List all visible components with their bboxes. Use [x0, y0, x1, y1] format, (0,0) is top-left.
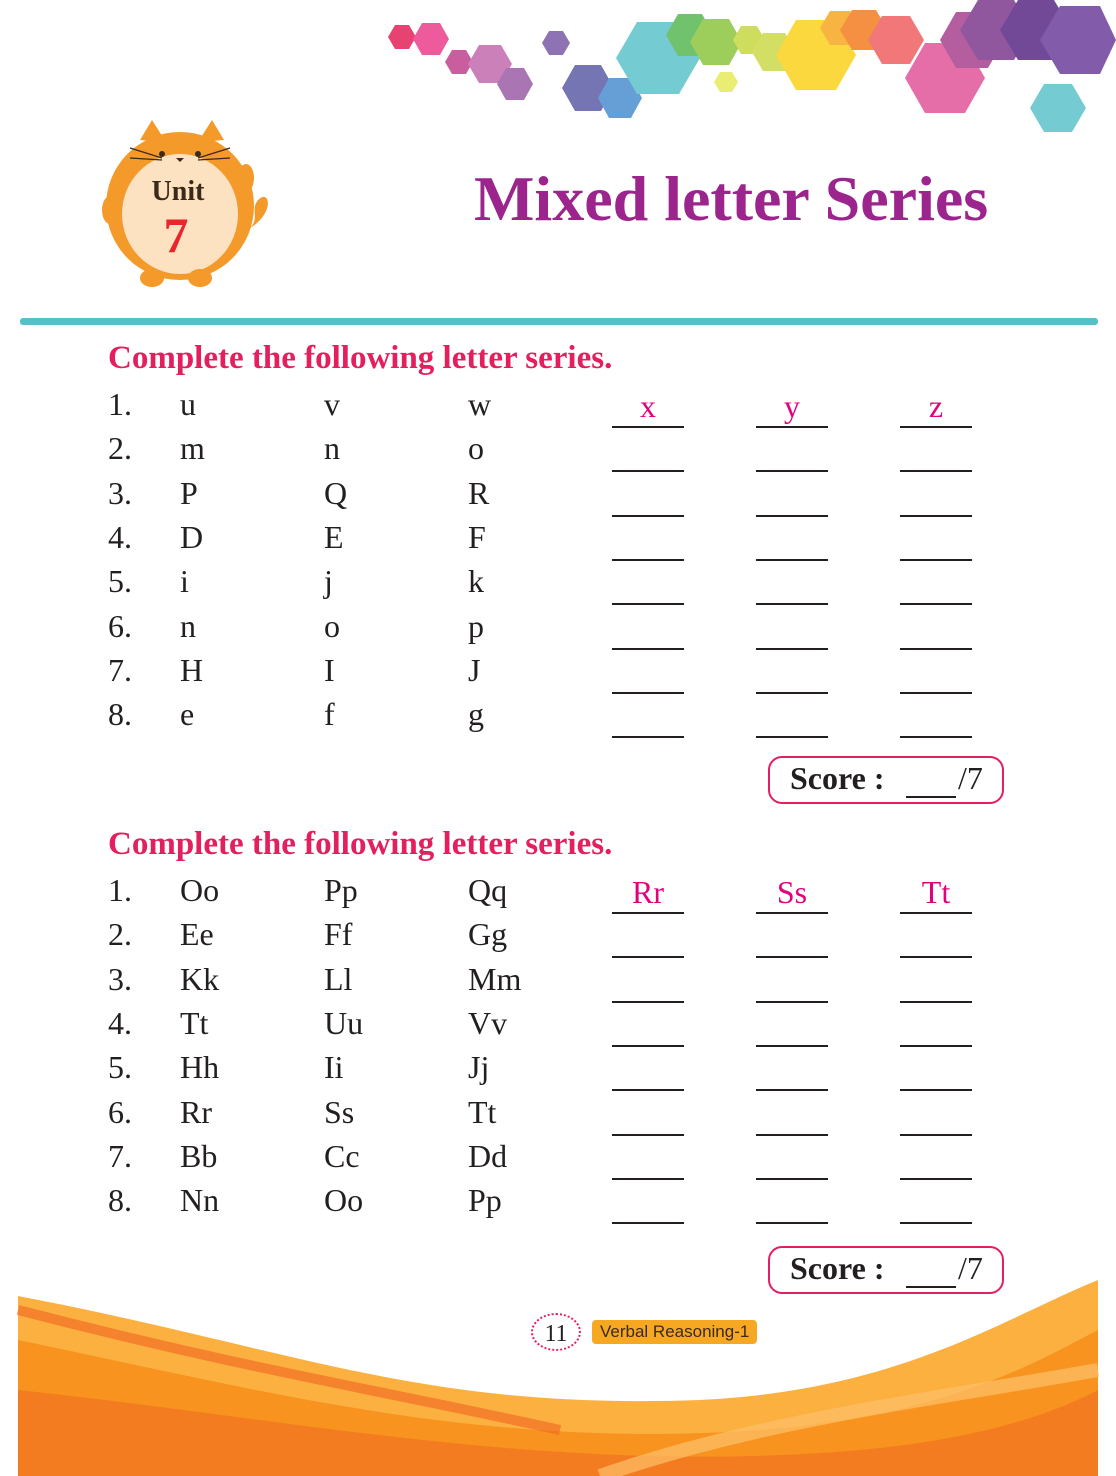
answer-blank[interactable]: [900, 916, 972, 958]
row-number: 3.: [108, 474, 132, 511]
series-letter: Oo: [180, 872, 220, 908]
series-letter: Pp: [324, 872, 358, 908]
row-number: 2.: [108, 916, 132, 953]
row-number: 7.: [108, 1137, 132, 1174]
answer-blank[interactable]: [900, 1005, 972, 1047]
page-number: 11: [531, 1313, 581, 1351]
row-number: 4.: [108, 518, 132, 555]
answer-blank[interactable]: [612, 961, 684, 1003]
answer-blank[interactable]: [900, 386, 972, 428]
series-letter: Uu: [324, 1004, 364, 1041]
row-number: 2.: [108, 430, 132, 467]
score-input-line[interactable]: [906, 764, 956, 798]
section-1-score-box: [768, 756, 1004, 804]
series-letter: Jj: [468, 1049, 490, 1086]
page-title: Mixed letter Series: [474, 163, 989, 234]
series-letter: i: [180, 563, 189, 600]
answer-blank[interactable]: [756, 430, 828, 472]
answer-blank[interactable]: [756, 916, 828, 958]
series-letter: I: [324, 651, 335, 688]
answer-blank[interactable]: [900, 1094, 972, 1136]
answer-blank[interactable]: [900, 696, 972, 738]
answer-blank[interactable]: [900, 652, 972, 694]
answer-blank[interactable]: [756, 1049, 828, 1091]
answer-blank[interactable]: [756, 519, 828, 561]
section-1-heading: Complete the following letter series.: [108, 340, 613, 376]
series-letter: u: [180, 386, 196, 422]
score-label: Score :: [790, 1250, 885, 1286]
answer-blank[interactable]: [756, 1182, 828, 1224]
unit-number: 7: [163, 207, 189, 263]
series-letter: J: [468, 651, 481, 688]
exercise-row: [0, 652, 1116, 696]
series-letter: Dd: [468, 1137, 508, 1174]
answer-blank[interactable]: [612, 475, 684, 517]
answer-blank[interactable]: [900, 608, 972, 650]
answer-blank[interactable]: [900, 475, 972, 517]
exercise-row: [0, 563, 1116, 607]
series-letter: o: [324, 607, 340, 644]
series-letter: E: [324, 518, 344, 555]
answer-blank[interactable]: [756, 563, 828, 605]
series-letter: Cc: [324, 1137, 360, 1174]
series-letter: Oo: [324, 1182, 364, 1219]
row-number: 5.: [108, 563, 132, 600]
answer-blank[interactable]: [756, 386, 828, 428]
answer-blank[interactable]: [900, 519, 972, 561]
answer-blank[interactable]: [900, 1182, 972, 1224]
answer-blank[interactable]: [612, 916, 684, 958]
row-number: 8.: [108, 1182, 132, 1219]
answer-blank[interactable]: [612, 652, 684, 694]
series-letter: p: [468, 607, 484, 644]
series-letter: Mm: [468, 960, 522, 997]
answer-blank[interactable]: [612, 1049, 684, 1091]
answer-text: Ss: [776, 874, 808, 910]
series-letter: R: [468, 474, 490, 511]
footer-wave-decoration: [0, 1280, 1116, 1476]
series-letter: v: [324, 386, 340, 422]
series-letter: g: [468, 696, 484, 733]
score-label: Score :: [790, 760, 885, 796]
exercise-row: [0, 1005, 1116, 1049]
series-letter: D: [180, 518, 204, 555]
answer-blank[interactable]: [612, 608, 684, 650]
series-letter: Nn: [180, 1182, 220, 1219]
answer-blank[interactable]: [612, 430, 684, 472]
answer-text: z: [928, 388, 944, 424]
answer-blank[interactable]: [612, 1005, 684, 1047]
row-number: 6.: [108, 607, 132, 644]
answer-blank[interactable]: [612, 872, 684, 914]
score-total: /7: [958, 760, 983, 796]
answer-blank[interactable]: [756, 652, 828, 694]
answer-text: Rr: [632, 874, 664, 910]
answer-text: y: [784, 388, 800, 424]
answer-blank[interactable]: [900, 430, 972, 472]
exercise-row: [0, 475, 1116, 519]
title-divider: [20, 318, 1098, 325]
answer-blank[interactable]: [612, 563, 684, 605]
series-letter: e: [180, 696, 195, 733]
series-letter: f: [324, 696, 335, 733]
answer-blank[interactable]: [612, 519, 684, 561]
series-letter: P: [180, 474, 198, 511]
series-letter: Bb: [180, 1137, 218, 1174]
answer-blank[interactable]: [612, 696, 684, 738]
answer-blank[interactable]: [612, 1094, 684, 1136]
series-letter: Ll: [324, 960, 353, 997]
unit-label: Unit: [151, 176, 205, 207]
series-letter: k: [468, 563, 484, 600]
exercise-row: [0, 1182, 1116, 1226]
series-letter: Pp: [468, 1182, 502, 1219]
series-letter: o: [468, 430, 484, 467]
series-letter: Kk: [180, 960, 220, 997]
series-letter: H: [180, 651, 204, 688]
series-letter: Qq: [468, 872, 508, 908]
exercise-row: [0, 1094, 1116, 1138]
series-letter: n: [180, 607, 196, 644]
exercise-row: [0, 1138, 1116, 1182]
section-2-heading: Complete the following letter series.: [108, 826, 613, 862]
answer-blank[interactable]: [756, 1138, 828, 1180]
series-letter: F: [468, 518, 486, 555]
series-letter: Tt: [468, 1093, 497, 1130]
answer-blank[interactable]: [900, 961, 972, 1003]
row-number: 4.: [108, 1004, 132, 1041]
row-number: 1.: [108, 386, 132, 422]
exercise-row: [0, 519, 1116, 563]
score-total: /7: [958, 1250, 983, 1286]
answer-blank[interactable]: [900, 1049, 972, 1091]
row-number: 1.: [108, 872, 132, 908]
exercise-row: [0, 872, 1116, 916]
answer-blank[interactable]: [612, 386, 684, 428]
exercise-row: [0, 916, 1116, 960]
series-letter: Ii: [324, 1049, 344, 1086]
answer-blank[interactable]: [612, 1182, 684, 1224]
series-letter: Q: [324, 474, 348, 511]
exercise-row: [0, 696, 1116, 740]
answer-blank[interactable]: [900, 1138, 972, 1180]
row-number: 6.: [108, 1093, 132, 1130]
series-letter: Tt: [180, 1004, 209, 1041]
answer-blank[interactable]: [756, 961, 828, 1003]
answer-blank[interactable]: [756, 1094, 828, 1136]
series-letter: w: [468, 386, 492, 422]
answer-blank[interactable]: [612, 1138, 684, 1180]
book-title-badge: Verbal Reasoning-1: [592, 1320, 757, 1344]
exercise-row: [0, 1049, 1116, 1093]
exercise-row: [0, 386, 1116, 430]
row-number: 3.: [108, 960, 132, 997]
answer-blank[interactable]: [756, 475, 828, 517]
answer-text: Tt: [921, 874, 951, 910]
series-letter: Hh: [180, 1049, 220, 1086]
series-letter: Ee: [180, 916, 214, 953]
answer-text: x: [640, 388, 656, 424]
answer-blank[interactable]: [756, 608, 828, 650]
series-letter: n: [324, 430, 340, 467]
answer-blank[interactable]: [900, 872, 972, 914]
series-letter: Vv: [468, 1004, 508, 1041]
exercise-row: [0, 608, 1116, 652]
row-number: 7.: [108, 651, 132, 688]
series-letter: j: [324, 563, 333, 600]
answer-blank[interactable]: [756, 696, 828, 738]
series-letter: Rr: [180, 1093, 212, 1130]
row-number: 5.: [108, 1049, 132, 1086]
answer-blank[interactable]: [756, 872, 828, 914]
series-letter: Gg: [468, 916, 508, 953]
row-number: 8.: [108, 696, 132, 733]
exercise-row: [0, 961, 1116, 1005]
exercise-row: [0, 430, 1116, 474]
series-letter: Ff: [324, 916, 353, 953]
answer-blank[interactable]: [900, 563, 972, 605]
answer-blank[interactable]: [756, 1005, 828, 1047]
series-letter: Ss: [324, 1093, 355, 1130]
series-letter: m: [180, 430, 205, 467]
